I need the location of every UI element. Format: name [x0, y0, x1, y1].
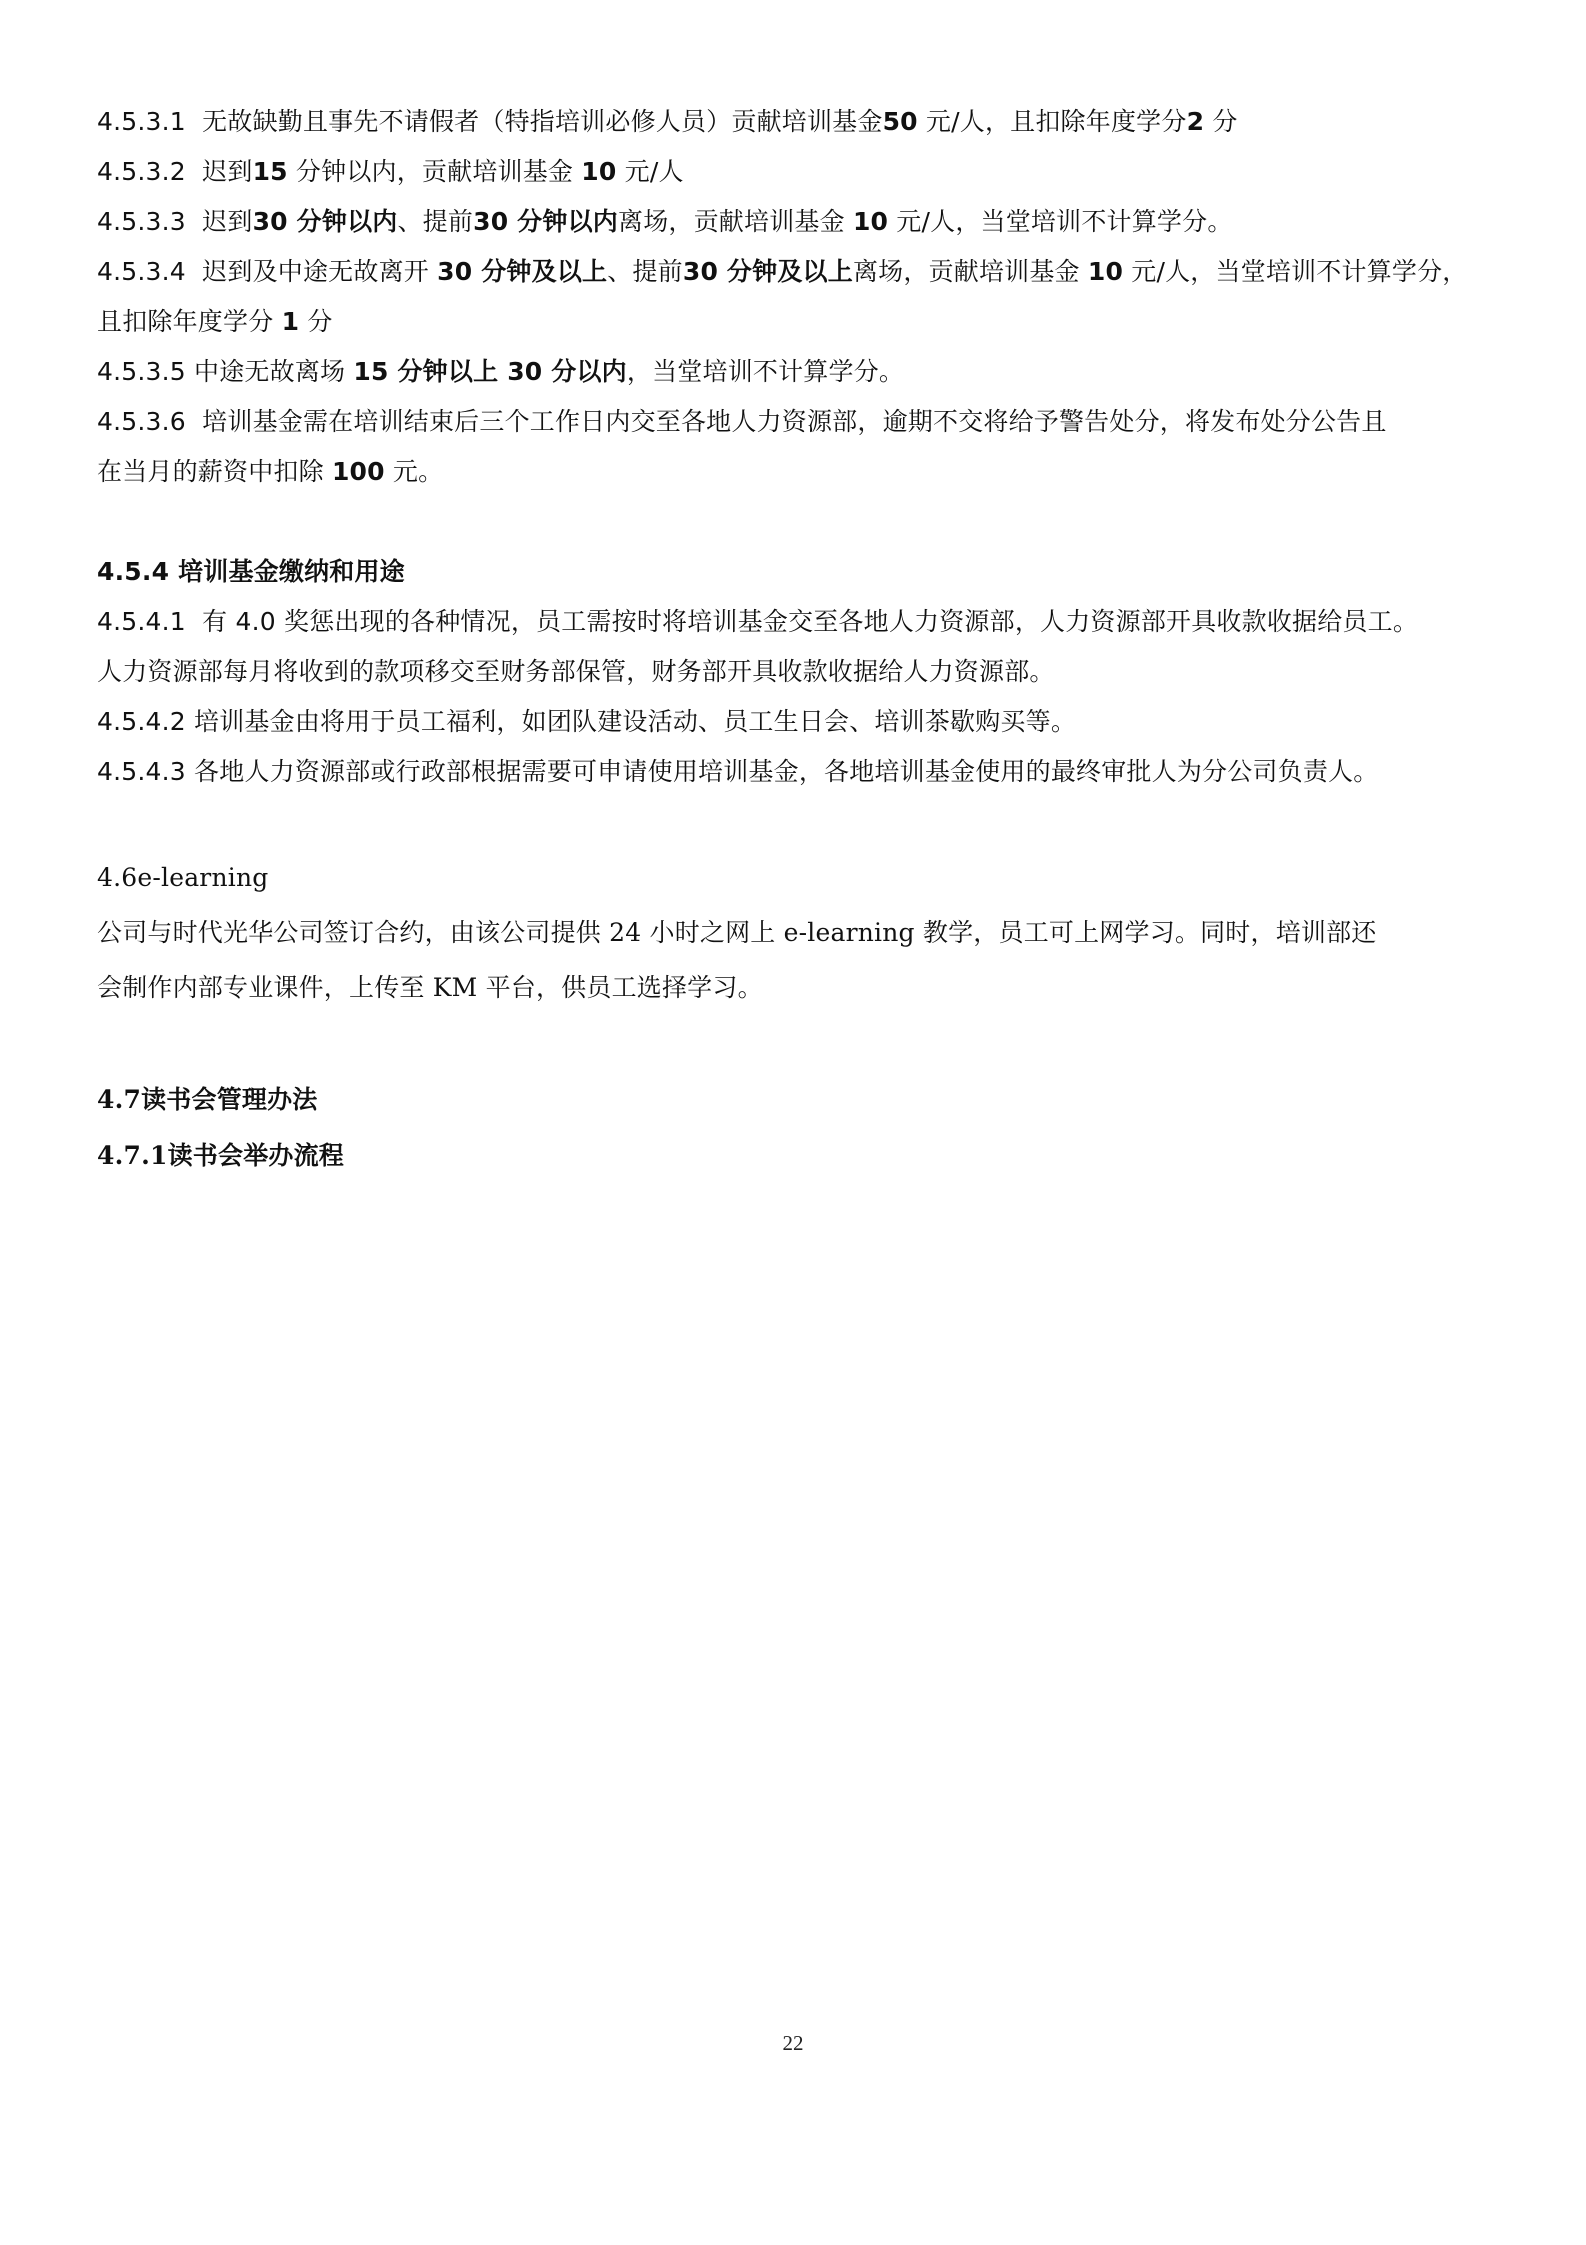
credit-amount: 2: [1186, 107, 1205, 136]
item-text: 元/人，当堂培训不计算学分，: [1123, 257, 1468, 286]
paragraph-4-6-line-1: 公司与时代光华公司签订合约，由该公司提供 24 小时之网上 e-learning 教学，员工可上网学习。同时，培训部还: [97, 918, 1377, 947]
item-text: 迟到及中途无故离开: [202, 257, 438, 286]
bold-condition: 30 分钟以内: [252, 207, 398, 236]
bold-condition: 30 分钟以内: [473, 207, 618, 236]
item-text: 离场，贡献培训基金: [852, 257, 1088, 286]
paragraph-4-5-3-2: [97, 157, 684, 187]
item-text: 在当月的薪资中扣除: [97, 457, 332, 486]
item-text: 有 4.0 奖惩出现的各种情况，员工需按时将培训基金交至各地人力资源部，人力资源部开具收款收据给员工。: [202, 607, 1419, 636]
paragraph-4-5-3-3: [97, 207, 1233, 237]
bold-condition: 30 分钟及以上: [682, 257, 853, 286]
item-text: 分: [1204, 107, 1238, 136]
paragraph-4-5-4-1: [97, 607, 1418, 637]
section-heading-4-7: 4.7读书会管理办法: [97, 1085, 318, 1114]
page-number: 22: [782, 2031, 804, 2055]
item-number: 4.5.3.4: [97, 257, 186, 286]
item-text: 元/人，且扣除年度学分: [917, 107, 1187, 136]
item-number: 4.5.3.1: [97, 107, 186, 136]
paragraph-4-6-line-2: 会制作内部专业课件，上传至 KM 平台，供员工选择学习。: [97, 973, 763, 1002]
paragraph-4-5-3-6: [97, 407, 1387, 437]
bold-condition: 15 分钟以上 30 分以内: [353, 357, 627, 386]
item-text: 、提前: [397, 207, 474, 236]
item-text: 各地人力资源部或行政部根据需要可申请使用培训基金，各地培训基金使用的最终审批人为分公司负责人。: [194, 757, 1379, 786]
fund-amount: 10: [581, 157, 617, 186]
item-text: 元/人，当堂培训不计算学分。: [888, 207, 1233, 236]
item-text: 培训基金由将用于员工福利，如团队建设活动、员工生日会、培训茶歇购买等。: [194, 707, 1077, 736]
fund-amount: 50: [882, 107, 918, 136]
item-text: 迟到: [202, 157, 253, 186]
section-heading-4-5-4: 4.5.4 培训基金缴纳和用途: [97, 557, 405, 586]
item-number: 4.5.4.2: [97, 707, 186, 736]
paragraph-4-5-3-1: [97, 107, 1238, 137]
item-text: ，当堂培训不计算学分。: [626, 357, 905, 386]
item-text: 、提前: [607, 257, 683, 286]
deduction-amount: 100: [331, 457, 385, 486]
item-text: 无故缺勤且事先不请假者（特指培训必修人员）贡献培训基金: [202, 107, 883, 136]
paragraph-4-5-3-5: [97, 357, 904, 387]
item-text: 培训基金需在培训结束后三个工作日内交至各地人力资源部，逾期不交将给予警告处分，将发布处分公告且: [202, 407, 1387, 436]
section-heading-4-6: 4.6e-learning: [97, 863, 269, 892]
bold-condition: 30 分钟及以上: [437, 257, 608, 286]
item-number: 4.5.4.1: [97, 607, 186, 636]
credit-amount: 1: [281, 307, 300, 336]
item-text: 元/人: [616, 157, 684, 186]
paragraph-4-5-3-6-continued: [97, 457, 443, 487]
item-number: 4.5.3.2: [97, 157, 186, 186]
paragraph-4-5-4-2: [97, 707, 1076, 737]
minutes-amount: 15: [252, 157, 288, 186]
fund-amount: 10: [1087, 257, 1124, 286]
item-text: 迟到: [202, 207, 253, 236]
item-text: 离场，贡献培训基金: [618, 207, 853, 236]
paragraph-4-5-3-4: [97, 257, 1467, 287]
paragraph-4-5-3-4-continued: [97, 307, 333, 337]
item-number: 4.5.4.3: [97, 757, 186, 786]
item-number: 4.5.3.6: [97, 407, 186, 436]
item-text: 且扣除年度学分: [97, 307, 282, 336]
section-subheading-4-7-1: 4.7.1读书会举办流程: [97, 1141, 344, 1170]
paragraph-4-5-4-3: [97, 757, 1378, 787]
item-text: 分钟以内，贡献培训基金: [287, 157, 582, 186]
item-number: 4.5.3.5: [97, 357, 186, 386]
item-text: 分: [299, 307, 333, 336]
paragraph-4-5-4-1-continued: 人力资源部每月将收到的款项移交至财务部保管，财务部开具收款收据给人力资源部。: [97, 657, 1055, 686]
item-text: 元。: [384, 457, 444, 486]
fund-amount: 10: [852, 207, 889, 236]
item-number: 4.5.3.3: [97, 207, 186, 236]
item-text: 中途无故离场: [194, 357, 354, 386]
